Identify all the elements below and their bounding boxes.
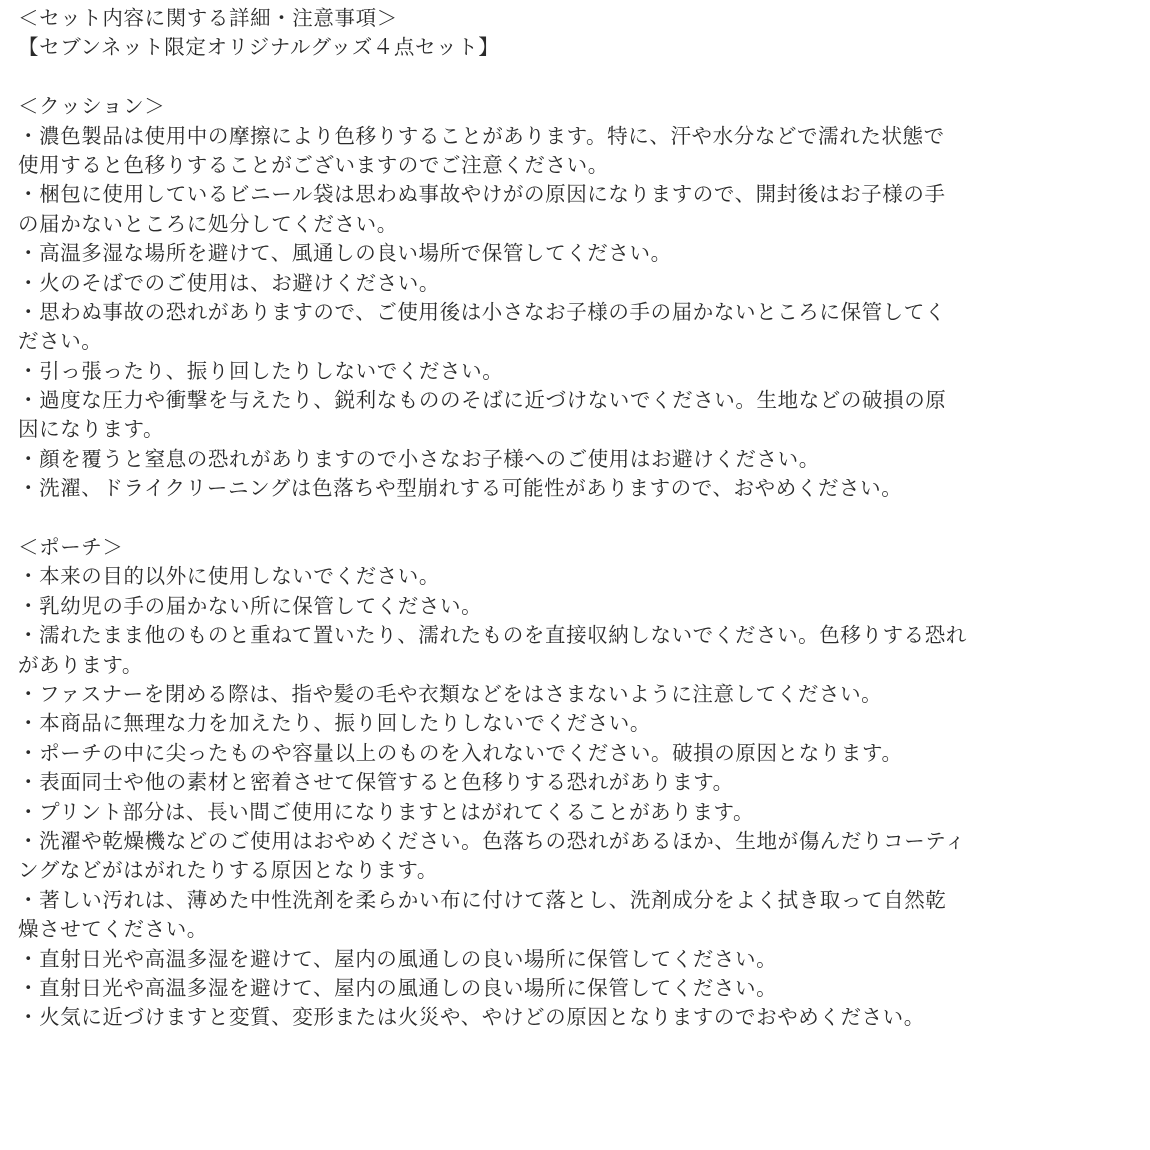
notice-document — [18, 4, 1132, 1033]
cushion-line: ・梱包に使用しているビニール袋は思わぬ事故やけがの原因になりますので、開封後はお子様の手 — [18, 182, 946, 207]
pouch-line: ・洗濯や乾燥機などのご使用はおやめください。色落ちの恐れがあるほか、生地が傷んだりコーティ — [18, 828, 966, 853]
pouch-line: ・表面同士や他の素材と密着させて保管すると色移りする恐れがあります。 — [18, 770, 734, 795]
cushion-line: ・顔を覆うと窒息の恐れがありますので小さなお子様へのご使用はお避けください。 — [18, 446, 820, 471]
pouch-section — [18, 533, 1132, 1033]
pouch-line: ・ポーチの中に尖ったものや容量以上のものを入れないでください。破損の原因となります。 — [18, 740, 903, 765]
cushion-line: ・引っ張ったり、振り回したりしないでください。 — [18, 358, 504, 383]
pouch-line: ングなどがはがれたりする原因となります。 — [18, 858, 438, 883]
pouch-line: ・直射日光や高温多湿を避けて、屋内の風通しの良い場所に保管してください。 — [18, 975, 778, 1000]
cushion-line: ・洗濯、ドライクリーニングは色落ちや型崩れする可能性がありますので、おやめください。 — [18, 476, 903, 501]
pouch-line: ・本来の目的以外に使用しないでください。 — [18, 564, 440, 589]
pouch-line: ・ファスナーを閉める際は、指や髪の毛や衣類などをはさまないように注意してください。 — [18, 681, 883, 706]
spacer — [18, 63, 1132, 92]
cushion-line: ・高温多湿な場所を避けて、風通しの良い場所で保管してください。 — [18, 241, 672, 266]
cushion-heading: ＜クッション＞ — [18, 94, 166, 119]
cushion-line: ・思わぬ事故の恐れがありますので、ご使用後は小さなお子様の手の届かないところに保管してく — [18, 299, 946, 324]
pouch-line: 燥させてください。 — [18, 917, 208, 942]
document-title: ＜セット内容に関する詳細・注意事項＞ — [18, 6, 398, 30]
cushion-line: ださい。 — [18, 329, 103, 354]
pouch-line: ・著しい汚れは、薄めた中性洗剤を柔らかい布に付けて落とし、洗剤成分をよく拭き取って自然乾 — [18, 887, 947, 912]
cushion-line: ・過度な圧力や衝撃を与えたり、鋭利なもののそばに近づけないでください。生地などの破損の原 — [18, 388, 947, 413]
pouch-heading: ＜ポーチ＞ — [18, 535, 124, 560]
pouch-line: ・直射日光や高温多湿を避けて、屋内の風通しの良い場所に保管してください。 — [18, 946, 778, 971]
spacer — [18, 504, 1132, 533]
document-subtitle: 【セブンネット限定オリジナルグッズ４点セット】 — [18, 35, 500, 60]
pouch-line: ・濡れたまま他のものと重ねて置いたり、濡れたものを直接収納しないでください。色移りする恐れ — [18, 623, 967, 648]
cushion-section — [18, 92, 1132, 503]
pouch-line: ・プリント部分は、長い間ご使用になりますとはがれてくることがあります。 — [18, 799, 755, 824]
pouch-line: ・火気に近づけますと変質、変形または火災や、やけどの原因となりますのでおやめください。 — [18, 1005, 925, 1030]
cushion-line: 因になります。 — [18, 417, 165, 442]
cushion-line: 使用すると色移りすることがございますのでご注意ください。 — [18, 152, 609, 177]
cushion-line: の届かないところに処分してください。 — [18, 211, 398, 236]
pouch-line: ・本商品に無理な力を加えたり、振り回したりしないでください。 — [18, 711, 651, 736]
cushion-line: ・火のそばでのご使用は、お避けください。 — [18, 270, 440, 295]
pouch-line: があります。 — [18, 652, 143, 677]
pouch-line: ・乳幼児の手の届かない所に保管してください。 — [18, 593, 483, 618]
cushion-line: ・濃色製品は使用中の摩擦により色移りすることがあります。特に、汗や水分などで濡れた状態で — [18, 123, 945, 148]
